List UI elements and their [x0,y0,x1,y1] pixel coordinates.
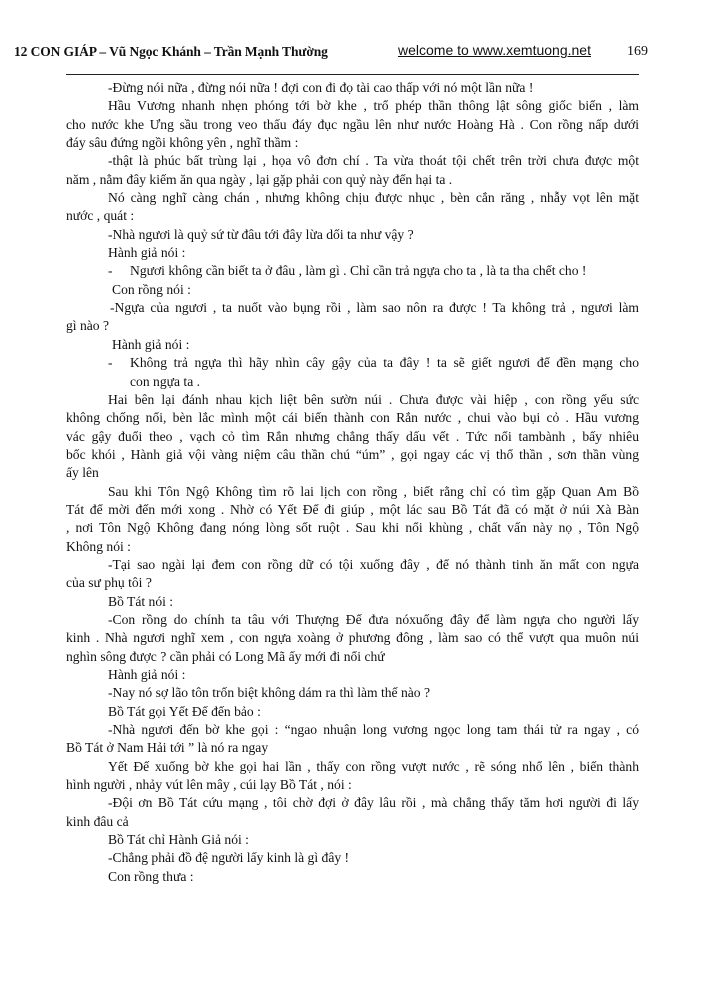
text-line: -Nhà ngươi đến bờ khe gọi : “ngao nhuận long vương ngọc long tam thái tử ra ngay , có [108,722,639,738]
text-line: -Tại sao ngài lại đem con rồng dữ có tội xuống đây , để nó thành tinh ăn mất con ngựa [108,556,639,572]
text-line: đáy sâu đứng ngồi không yên , nghĩ thầm : [66,135,299,151]
header-title: 12 CON GIÁP – Vũ Ngọc Khánh – Trần Mạnh Thường [14,44,328,59]
text-line: gì nào ? [66,318,110,334]
dash-list-item [66,262,639,280]
text-line: -thật là phúc bất trùng lại , họa vô đơn chí . Ta vừa thoát tội chết trên trời chưa được một [108,153,639,169]
text-line: Con rồng thưa : [108,868,194,884]
text-line: Bồ Tát nói : [108,593,174,609]
dash-list-item [66,354,639,372]
document-body [66,79,639,886]
page-header [14,44,646,64]
text-line: Ngươi không cần biết ta ở đâu , làm gì . Chỉ cần trả ngựa cho ta , là ta tha chết cho ! [130,263,587,279]
text-line: -Con rồng do chính ta tâu với Thượng Đế đưa nóxuống đây để làm ngựa cho người lấy [108,611,639,627]
text-line: vác gậy đuổi theo , vạch cỏ tìm Rắn nhưng chẳng thấy dấu vết . Tức nổi tambành , bấy nhiêu [66,428,639,444]
text-line: Nó càng nghĩ càng chán , nhưng không chịu được nhục , bèn cắn răng , nhẫy vọt lên mặt [108,190,639,206]
text-line: nước , quát : [66,208,135,224]
text-line: con ngựa ta . [130,373,201,389]
text-line: -Chẳng phải đồ đệ người lấy kinh là gì đây ! [108,850,350,866]
text-line: Không nói : [66,538,131,554]
text-line: Không trả ngựa thì hãy nhìn cây gậy của ta đây ! ta sẽ giết ngươi để đền mạng cho [130,355,639,371]
text-line: Bồ Tát ở Nam Hải tới ” là nó ra ngay [66,740,269,756]
text-line: -Ngựa của ngươi , ta nuốt vào bụng rồi , làm sao nôn ra được ! Ta không trả , ngươi làm [110,300,639,316]
text-line: không chống nổi, bèn lắc mình một cái biến thành con Rắn nước , chui vào bụi cỏ . Hầu vương [66,410,639,426]
header-website-link[interactable]: welcome to www.xemtuong.net [398,42,591,58]
text-line: Hành giả nói : [108,245,186,261]
text-line: kinh đâu cả [66,813,129,829]
text-line: Hầu Vương nhanh nhẹn phóng tới bờ khe , trổ phép thần thông lật sông giốc biển , làm [108,98,639,114]
text-line: -Nay nó sợ lão tôn trốn biệt không dám ra thì làm thế nào ? [108,685,431,701]
text-line: năm , nằm đây kiếm ăn qua ngày , lại gặp phải con quỷ này đến hại ta . [66,171,453,187]
text-line: Sau khi Tôn Ngộ Không tìm rõ lai lịch con rồng , biết rằng chỉ có tìm gặp Quan Am Bồ [108,483,639,499]
text-line: bốc khói , Hành giả vội vàng niệm câu thần chú “úm” , gọi ngay các vị thổ thần , sơn thần vùng [66,446,639,462]
text-line: -Đừng nói nữa , đừng nói nữa ! đợi con đi đọ tài cao thấp với nó một lần nữa ! [108,80,534,95]
page-number: 169 [627,44,648,59]
text-line: ấy lên [66,465,99,481]
text-line: Yết Đế xuống bờ khe gọi hai lần , thấy con rồng vượt nước , rẽ sóng nhổ lên , biến thành [108,758,639,774]
text-line: của sư phụ tôi ? [66,575,152,591]
text-line: Hành giả nói : [112,336,190,352]
text-line: Tát để mời đến mới xong . Nhờ có Yết Đế đi giúp , một lác sau Bồ Tát đã có mặt ở núi Xà Bàn [66,501,639,517]
text-line: Hai bên lại đánh nhau kịch liệt bên sườn núi . Chưa được vài hiệp , con rồng yếu sức [108,391,639,407]
dash-list-continuation [66,373,639,391]
text-line: nghìn sông được ? cần phải có Long Mã ấy mới đi nổi chứ [66,648,385,664]
header-rule [66,74,639,75]
list-dash: - [108,355,113,371]
text-line: cho nước khe Ưng sầu trong veo thấu đáy đục ngầu lên như nước Hoàng Hà . Con rồng nấp dưới [66,116,639,132]
list-dash: - [108,263,113,279]
text-line: -Đội ơn Bồ Tát cứu mạng , tôi chờ đợi ở đây lâu rồi , mà chẳng thấy tăm hơi người đi lấy [108,795,639,811]
text-line: kinh . Nhà ngươi nghĩ xem , con ngựa xoàng ở phương đông , làm sao có thể vượt qua muôn núi [66,630,639,646]
text-line: Bồ Tát gọi Yết Đế đến bảo : [108,703,261,719]
text-line: Hành giả nói : [108,667,186,682]
text-line: Con rồng nói : [112,281,191,297]
text-line: Bồ Tát chỉ Hành Giả nói : [108,832,249,848]
text-line: -Nhà ngươi là quỷ sứ từ đâu tới đây lừa dối ta như vậy ? [108,226,414,242]
text-line: hình người , nhảy vút lên mây , cúi lạy Bồ Tát , nói : [66,777,352,793]
text-line: , nơi Tôn Ngộ Không đang nóng lòng sốt ruột . Sau khi nổi khùng , chất vấn này nọ , Tôn Ngộ [66,520,639,536]
